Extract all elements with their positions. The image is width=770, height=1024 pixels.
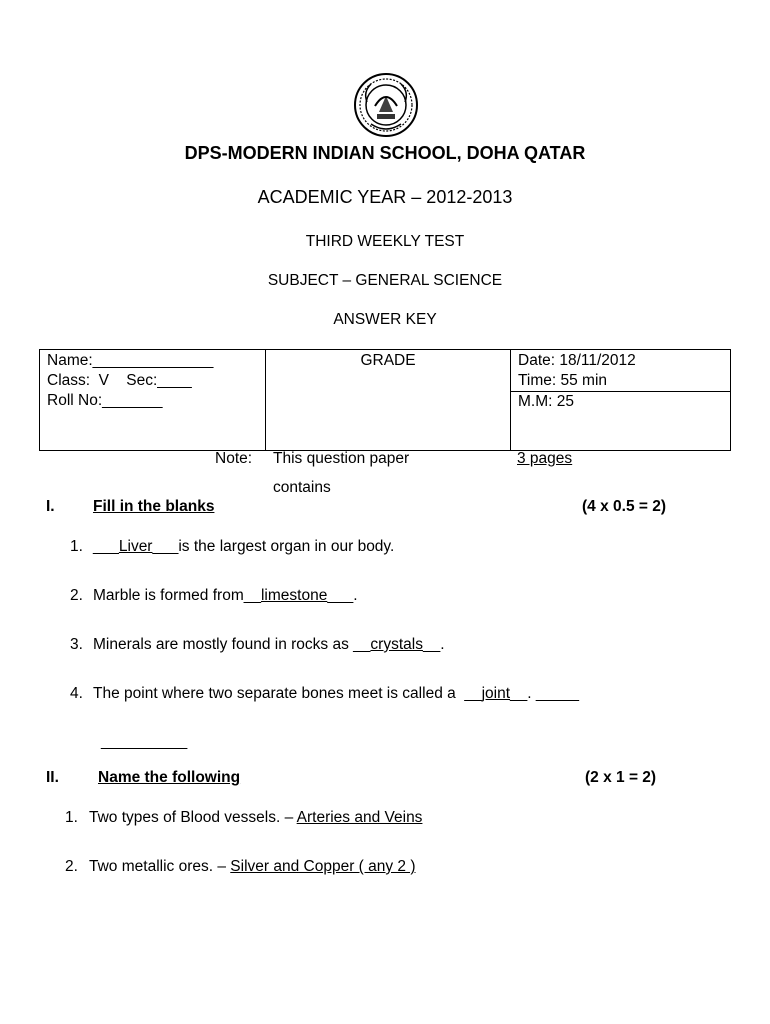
question-tail: . — [353, 587, 358, 604]
question-number: 2. — [65, 858, 78, 875]
question-text — [93, 685, 579, 703]
max-marks-cell — [511, 392, 731, 451]
student-details-cell — [40, 350, 266, 451]
answer-crystals: crystals — [370, 636, 423, 653]
school-name: DPS-MODERN INDIAN SCHOOL, DOHA QATAR — [184, 143, 586, 163]
question-lead: Minerals are mostly found in rocks as — [93, 636, 354, 653]
academic-year: ACADEMIC YEAR – 2012-2013 — [257, 187, 513, 207]
section1-heading: Fill in the blanks — [93, 498, 215, 515]
question-tail: . _____ — [527, 685, 580, 702]
max-marks: M.M: 25 — [518, 393, 574, 410]
section2-marks: (2 x 1 = 2) — [585, 769, 657, 786]
question-text — [93, 587, 358, 605]
date-time-cell — [511, 350, 731, 392]
note-page-count: 3 pages — [517, 450, 573, 467]
question-text — [89, 809, 422, 827]
question-lead: The point where two separate bones meet is called a — [93, 685, 465, 702]
student-info-table — [39, 349, 731, 451]
question-text — [93, 538, 394, 556]
question-tail: . — [440, 636, 445, 653]
question-text — [93, 636, 445, 654]
answer-liver: Liver — [118, 538, 153, 555]
answer-metallic-ores: Silver and Copper ( any 2 ) — [230, 858, 416, 875]
blank-line: ___ — [152, 538, 179, 555]
question-lead: Marble is formed from — [93, 587, 244, 604]
section2-heading: Name the following — [98, 769, 241, 786]
test-title: THIRD WEEKLY TEST — [305, 233, 465, 250]
blank-line: __ — [510, 685, 528, 702]
blank-line: __ — [422, 636, 441, 653]
question-tail: is the largest organ in our body. — [178, 538, 395, 555]
exam-date: Date: 18/11/2012 — [518, 352, 636, 369]
name-field: Name:______________ — [47, 352, 214, 369]
subject-line: SUBJECT – GENERAL SCIENCE — [267, 272, 503, 289]
question-lead: Two metallic ores. – — [89, 858, 231, 875]
question-lead: Two types of Blood vessels. – — [89, 809, 297, 826]
blank-line: __ — [243, 587, 261, 604]
note-text-line2: contains — [273, 479, 331, 496]
question-number: 1. — [70, 538, 83, 555]
school-emblem-icon — [353, 72, 419, 138]
question-number: 3. — [70, 636, 83, 653]
answer-key-label: ANSWER KEY — [333, 311, 437, 328]
note-label: Note: — [215, 450, 253, 467]
blank-line: __________ — [101, 733, 188, 750]
question-text — [89, 858, 416, 876]
section2-numeral: II. — [46, 769, 59, 786]
note-text-line1: This question paper — [273, 450, 410, 467]
answer-joint: joint — [481, 685, 511, 702]
question-number: 4. — [70, 685, 83, 702]
question-number: 2. — [70, 587, 83, 604]
blank-line: ___ — [327, 587, 354, 604]
grade-cell — [266, 350, 511, 451]
roll-number-field: Roll No:_______ — [47, 392, 163, 409]
class-section-field: Class: V Sec:____ — [47, 372, 192, 389]
blank-line: __ — [464, 685, 482, 702]
section1-marks: (4 x 0.5 = 2) — [582, 498, 667, 515]
question-number: 1. — [65, 809, 78, 826]
answer-limestone: limestone — [260, 587, 328, 604]
answer-blood-vessels: Arteries and Veins — [296, 809, 423, 826]
section1-numeral: I. — [46, 498, 55, 515]
grade-label: GRADE — [360, 352, 416, 369]
blank-line: ___ — [93, 538, 119, 555]
exam-duration: Time: 55 min — [518, 372, 608, 389]
blank-line: __ — [353, 636, 371, 653]
